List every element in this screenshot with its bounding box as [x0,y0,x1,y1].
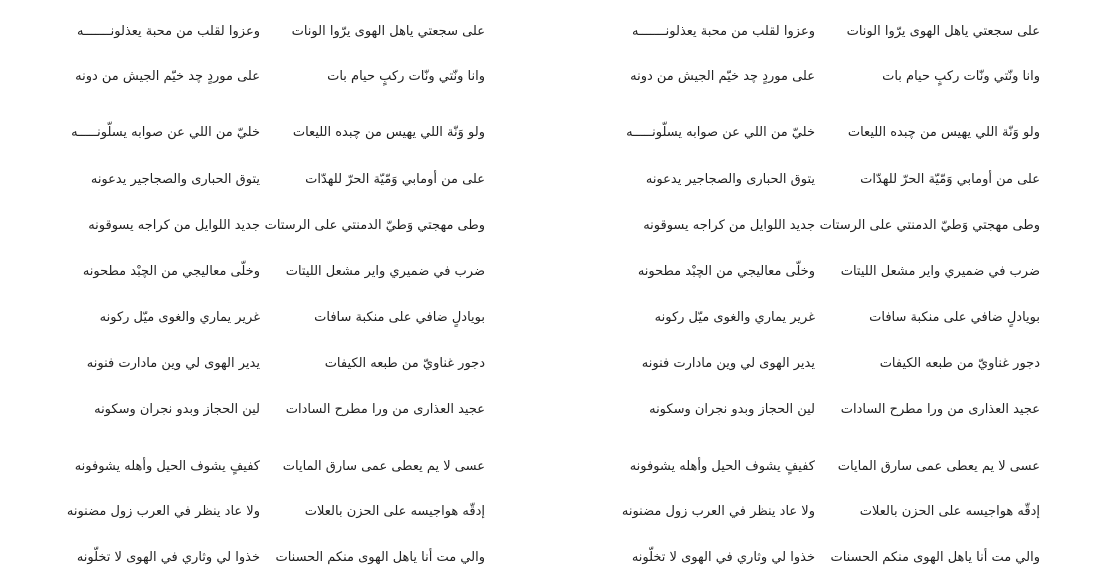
verse-second-hemistich: جديد اللوايل من كراجه يسوقونه [643,218,815,233]
verse-first-hemistich: عسى لا يم يعطى عمى سارق المايات [282,459,485,474]
verse-row [0,303,555,333]
poem-column-left [0,0,555,570]
verse-row [0,17,555,47]
verse-second-hemistich: خليّ من اللي عن صوابه يسلّونـــــه [71,125,260,140]
verse-second-hemistich: يدير الهوى لي وين مادارت فنونه [641,356,815,371]
verse-first-hemistich: عجيد العذارى من ورا مطرح السادات [285,402,485,417]
verse-first-hemistich: على سجعتي ياهل الهوى يرّوا الونات [291,24,485,39]
verse-first-hemistich: والي مت أنا ياهل الهوى منكم الحسنات [830,550,1040,565]
verse-row [555,211,1110,241]
verse-row [555,17,1110,47]
verse-row [0,395,555,425]
verse-second-hemistich: يتوق الحبارى والصجاجير يدعونه [645,172,815,187]
verse-second-hemistich: على موردٍ چد خيّم الجيش من دونه [630,69,815,84]
verse-second-hemistich: لين الحجاز وبدو نجران وسكونه [649,402,815,417]
verse-first-hemistich: إدقّه هواجيسه على الحزن بالعلات [304,504,485,519]
verse-second-hemistich: وعزوا لقلب من محبة يعذلونـــــــه [632,24,815,39]
verse-row [555,257,1110,287]
verse-second-hemistich: على موردٍ چد خيّم الجيش من دونه [75,69,260,84]
verse-second-hemistich: كفيفٍ يشوف الحيل وأهله يشوفونه [629,459,815,474]
verse-row [555,395,1110,425]
verse-first-hemistich: على من أومابي وَمّيّة الحرّ للهدّات [305,172,485,187]
verse-first-hemistich: دجور غناويّ من طبعه الكيفات [879,356,1040,371]
verse-row [555,452,1110,482]
verse-first-hemistich: إدقّه هواجيسه على الحزن بالعلات [859,504,1040,519]
verse-first-hemistich: وانا ونّتي ونّات ركبٍ حيام بات [327,69,485,84]
verse-first-hemistich: وطى مهجتي وَطيّ الدمنتي على الرستات [264,218,485,233]
verse-second-hemistich: جديد اللوايل من كراجه يسوقونه [88,218,260,233]
verse-row [0,118,555,148]
verse-second-hemistich: ولا عاد ينظر في العرب زول مضنونه [66,504,260,519]
verse-second-hemistich: غرير يماري والغوى ميّل ركونه [99,310,260,325]
verse-row [555,62,1110,92]
verse-second-hemistich: وخلّى معاليجي من الچبْد مطحونه [637,264,815,279]
verse-first-hemistich: على سجعتي ياهل الهوى يرّوا الونات [846,24,1040,39]
verse-row [555,497,1110,527]
verse-second-hemistich: خذوا لي وثاري في الهوى لا تخلّونه [76,550,260,565]
verse-second-hemistich: وعزوا لقلب من محبة يعذلونـــــــه [77,24,260,39]
verse-first-hemistich: والي مت أنا ياهل الهوى منكم الحسنات [275,550,485,565]
verse-second-hemistich: غرير يماري والغوى ميّل ركونه [654,310,815,325]
verse-row [0,497,555,527]
verse-row [555,349,1110,379]
verse-first-hemistich: عجيد العذارى من ورا مطرح السادات [840,402,1040,417]
verse-first-hemistich: بويادلٍ ضافي على منكبة سافات [314,310,485,325]
verse-row [555,118,1110,148]
verse-first-hemistich: وانا ونّتي ونّات ركبٍ حيام بات [882,69,1040,84]
verse-second-hemistich: يدير الهوى لي وين مادارت فنونه [86,356,260,371]
verse-second-hemistich: وخلّى معاليجي من الچبْد مطحونه [82,264,260,279]
verse-row [0,62,555,92]
verse-first-hemistich: ولو وَنّة اللي يهيس من چبده الليعات [292,125,485,140]
verse-second-hemistich: كفيفٍ يشوف الحيل وأهله يشوفونه [74,459,260,474]
verse-row [0,452,555,482]
verse-second-hemistich: يتوق الحبارى والصجاجير يدعونه [90,172,260,187]
verse-second-hemistich: ولا عاد ينظر في العرب زول مضنونه [621,504,815,519]
verse-first-hemistich: ضرب في ضميري واير مشعل الليتات [840,264,1040,279]
verse-first-hemistich: على من أومابي وَمّيّة الحرّ للهدّات [860,172,1040,187]
verse-row [0,257,555,287]
verse-row [555,543,1110,573]
verse-row [0,211,555,241]
verse-row [0,543,555,573]
verse-row [0,165,555,195]
verse-second-hemistich: خذوا لي وثاري في الهوى لا تخلّونه [631,550,815,565]
verse-row [555,165,1110,195]
verse-second-hemistich: لين الحجاز وبدو نجران وسكونه [94,402,260,417]
verse-first-hemistich: دجور غناويّ من طبعه الكيفات [324,356,485,371]
verse-row [555,303,1110,333]
verse-first-hemistich: عسى لا يم يعطى عمى سارق المايات [837,459,1040,474]
poem-column-right [555,0,1110,570]
verse-first-hemistich: ضرب في ضميري واير مشعل الليتات [285,264,485,279]
verse-first-hemistich: ولو وَنّة اللي يهيس من چبده الليعات [847,125,1040,140]
verse-first-hemistich: بويادلٍ ضافي على منكبة سافات [869,310,1040,325]
verse-second-hemistich: خليّ من اللي عن صوابه يسلّونـــــه [626,125,815,140]
verse-row [0,349,555,379]
verse-first-hemistich: وطى مهجتي وَطيّ الدمنتي على الرستات [819,218,1040,233]
